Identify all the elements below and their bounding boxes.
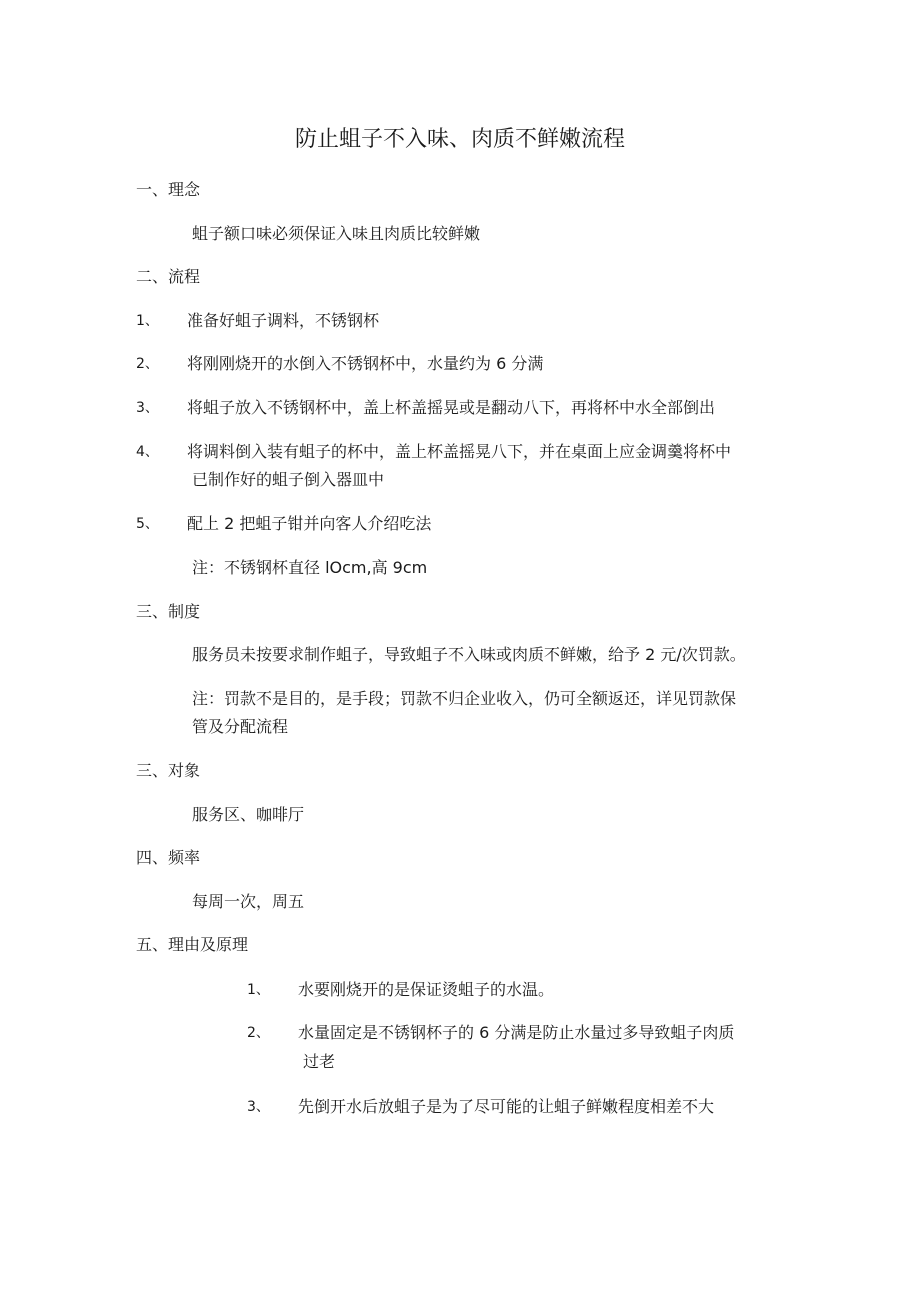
section-heading-reasons: 五、理由及原理 — [136, 935, 249, 954]
step-text: 将调料倒入装有蛆子的杯中，盖上杯盖摇晃八下，并在桌面上应金调羹将杯中 — [187, 442, 732, 461]
policy-note-continued: 管及分配流程 — [192, 717, 289, 736]
target-text: 服务区、咖啡厅 — [192, 805, 305, 824]
frequency-text: 每周一次，周五 — [192, 892, 305, 911]
step-number: 5、 — [136, 516, 159, 532]
section-heading-target: 三、对象 — [136, 761, 201, 780]
concept-text: 蛆子额口味必须保证入味且肉质比较鲜嫩 — [192, 224, 481, 243]
step-text: 将刚刚烧开的水倒入不锈钢杯中，水量约为 6 分满 — [187, 354, 544, 373]
step-number: 3、 — [136, 400, 159, 416]
process-note: 注：不锈钢杯直径 lOcm,高 9cm — [192, 558, 428, 577]
step-text: 配上 2 把蛆子钳并向客人介绍吃法 — [187, 514, 432, 533]
reason-text: 水要刚烧开的是保证烫蛆子的水温。 — [298, 980, 555, 999]
step-number: 4、 — [136, 444, 159, 460]
reason-number: 3、 — [247, 1099, 270, 1115]
reason-text-continued: 过老 — [303, 1052, 336, 1071]
policy-note: 注：罚款不是目的，是手段；罚款不归企业收入，仍可全额返还，详见罚款保 — [192, 689, 737, 708]
reason-number: 1、 — [247, 982, 270, 998]
step-text: 准备好蛆子调料，不锈钢杯 — [187, 311, 380, 330]
section-heading-process: 二、流程 — [136, 267, 201, 286]
page-title: 防止蛆子不入味、肉质不鲜嫩流程 — [294, 127, 625, 152]
reason-text: 先倒开水后放蛆子是为了尽可能的让蛆子鲜嫩程度相差不大 — [298, 1097, 715, 1116]
section-heading-concept: 一、理念 — [136, 180, 201, 199]
reason-number: 2、 — [247, 1025, 270, 1041]
step-text: 将蛆子放入不锈钢杯中，盖上杯盖摇晃或是翻动八下，再将杯中水全部倒出 — [187, 398, 716, 417]
step-number: 1、 — [136, 313, 159, 329]
section-heading-policy: 三、制度 — [136, 602, 201, 621]
policy-text: 服务员未按要求制作蛆子，导致蛆子不入味或肉质不鲜嫩，给予 2 元/次罚款。 — [192, 645, 746, 664]
reason-text: 水量固定是不锈钢杯子的 6 分满是防止水量过多导致蛆子肉质 — [298, 1023, 735, 1042]
step-text-continued: 已制作好的蛆子倒入器皿中 — [192, 470, 385, 489]
step-number: 2、 — [136, 356, 159, 372]
section-heading-frequency: 四、频率 — [136, 848, 201, 867]
